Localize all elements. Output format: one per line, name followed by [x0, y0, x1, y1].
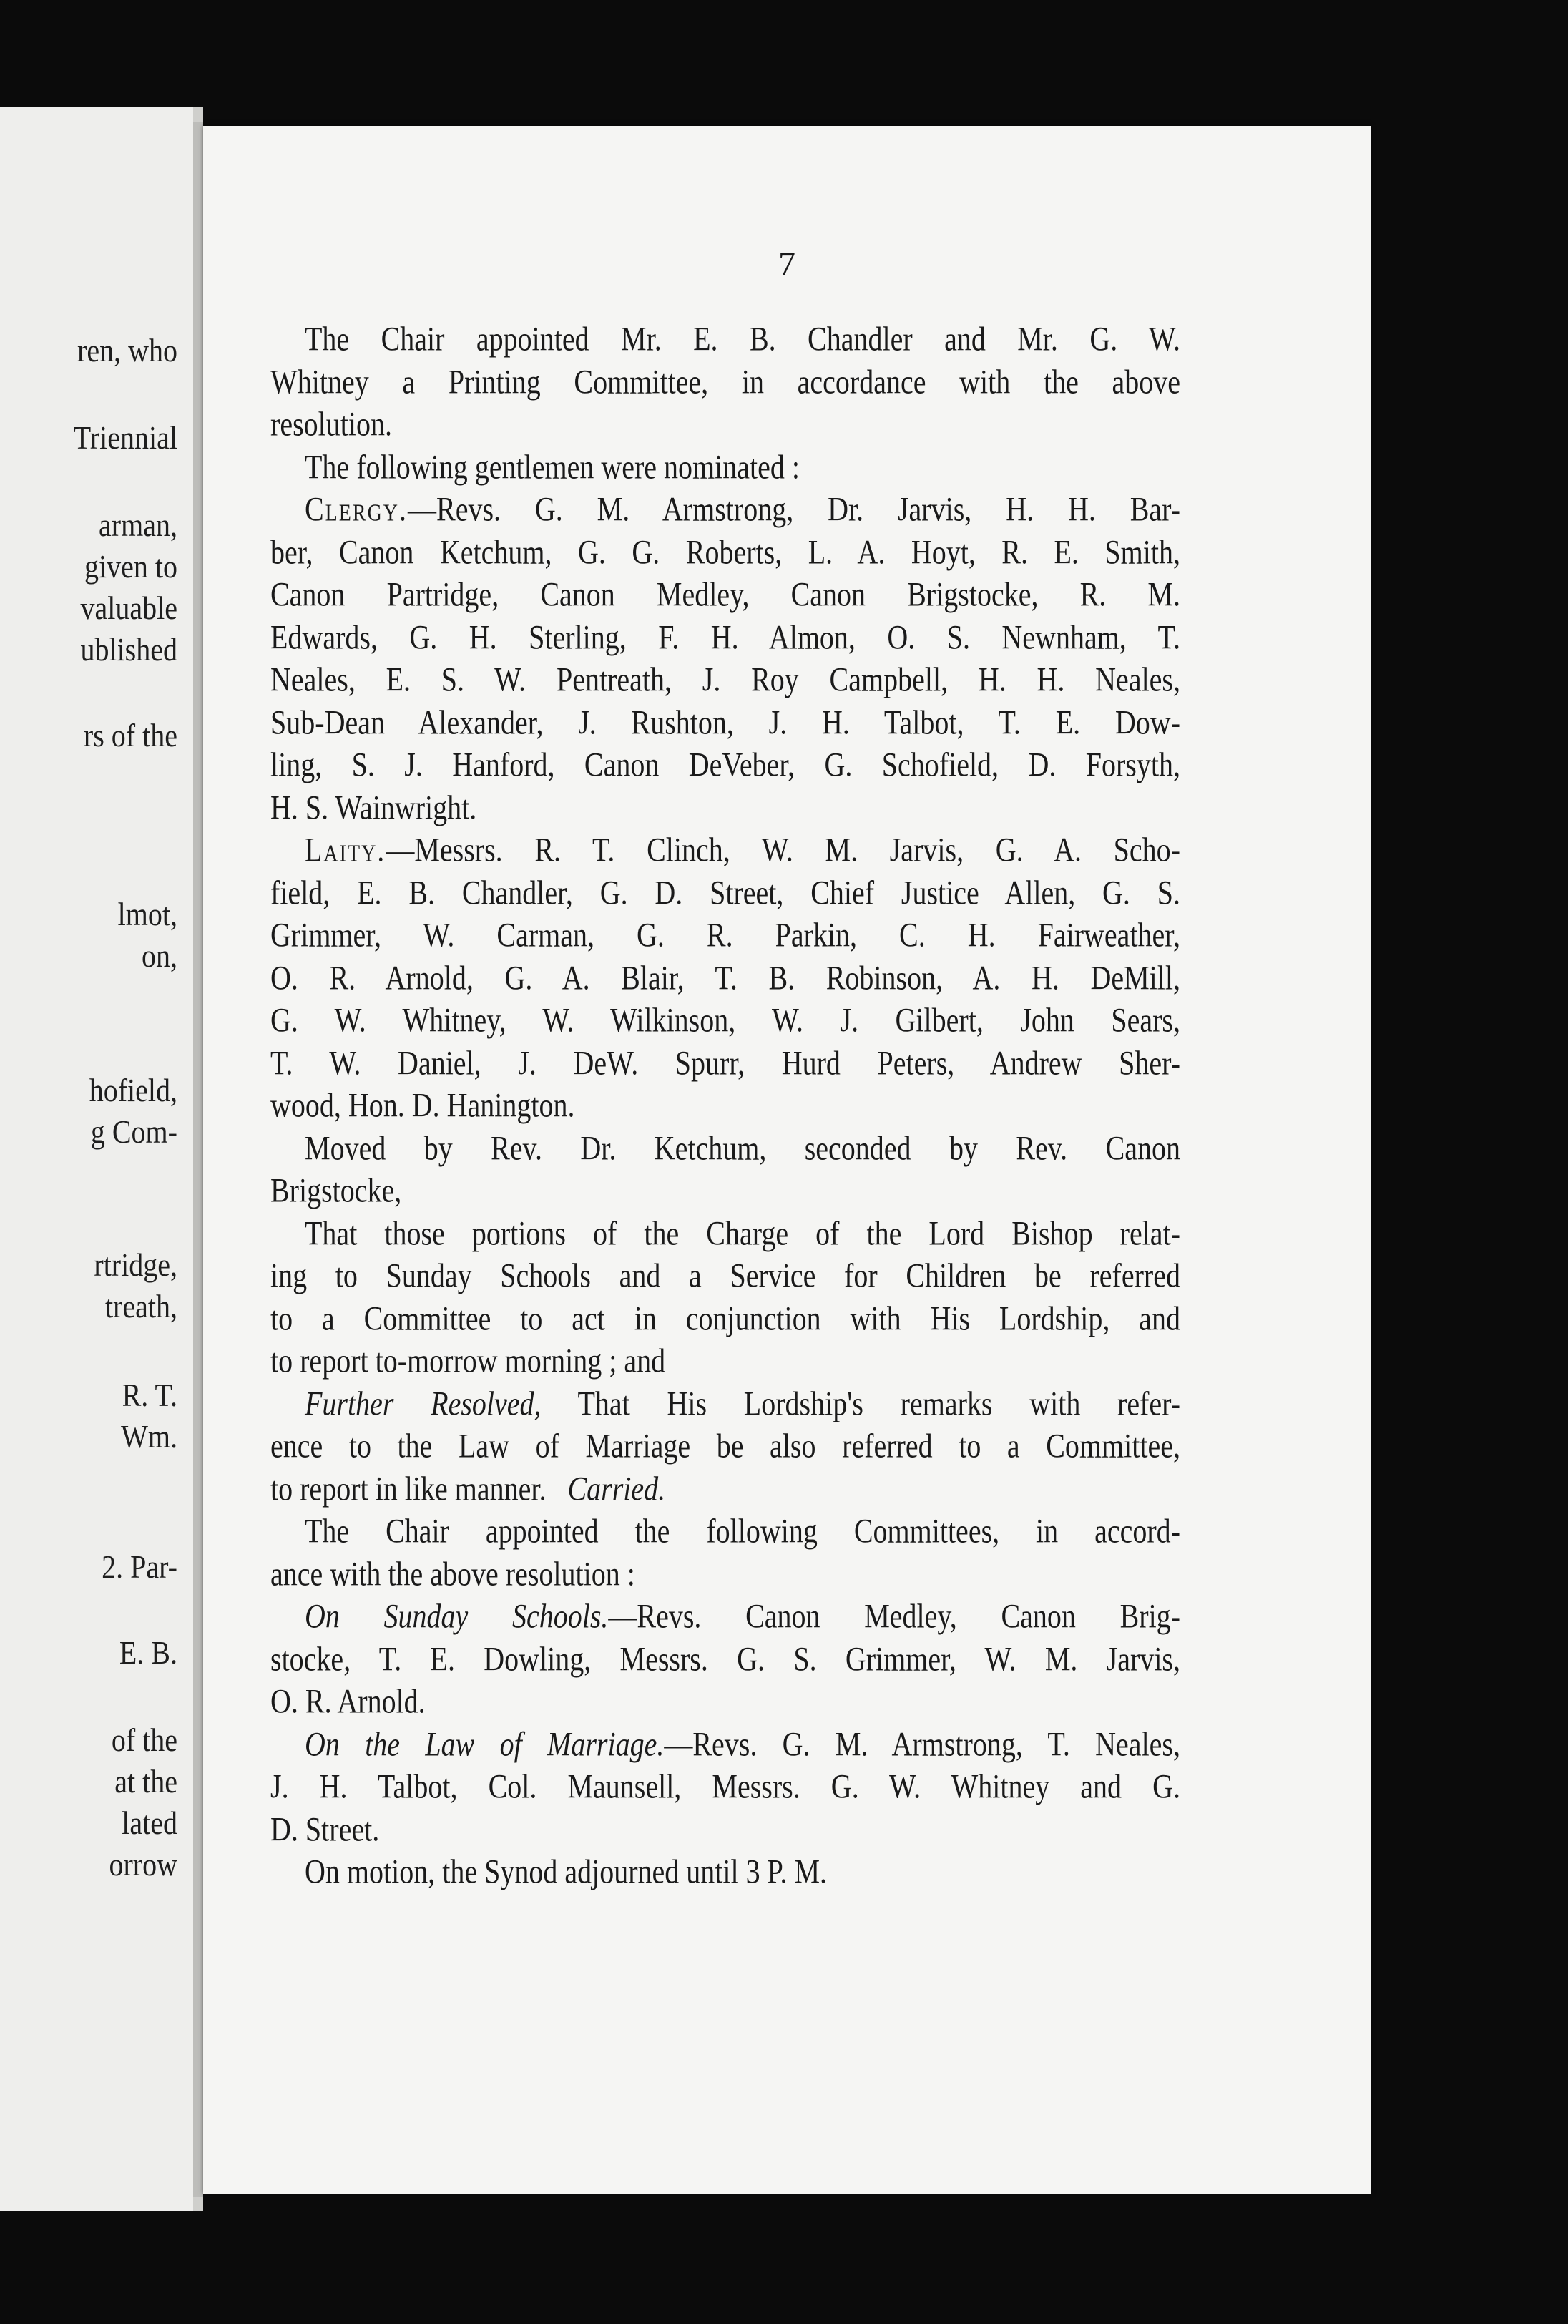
further-resolved-label: Further Resolved,	[305, 1383, 542, 1422]
clergy-heading: Clergy.	[305, 489, 408, 529]
adjourned-line	[270, 1846, 1180, 1897]
text-line: ence to the Law of Marriage be also referred to a Committee,	[270, 1426, 1180, 1465]
marriage-text: —Revs. G. M. Armstrong, T. Neales,	[664, 1724, 1180, 1763]
left-page-fragment: Wm.	[121, 1417, 177, 1455]
left-page-fragment: g Com-	[90, 1113, 177, 1151]
clergy-text: —Revs. G. M. Armstrong, Dr. Jarvis, H. H. Bar-	[408, 489, 1180, 529]
law-of-marriage-label: On the Law of Marriage.	[305, 1724, 665, 1763]
page-number: 7	[778, 245, 795, 283]
left-page-fragment: lmot,	[117, 895, 177, 933]
text-line: T. W. Daniel, J. DeW. Spurr, Hurd Peters, Andrew Sher-	[270, 1043, 1180, 1082]
left-page-fragment: valuable	[80, 589, 177, 627]
left-page-fragment: on,	[142, 937, 177, 975]
text-line: to report to-morrow morning ; and	[270, 1341, 666, 1380]
text-line: Neales, E. S. W. Pentreath, J. Roy Campbell, H. H. Neales,	[270, 660, 1180, 699]
text-line: Canon Partridge, Canon Medley, Canon Brigstocke, R. M.	[270, 575, 1180, 614]
text-line: ber, Canon Ketchum, G. G. Roberts, L. A. Hoyt, R. E. Smith,	[270, 532, 1180, 571]
left-page-edge	[0, 107, 203, 2211]
left-page-fragment: hofield,	[89, 1071, 177, 1109]
left-page-fragment: Triennial	[73, 419, 177, 456]
adjourned-time: P. M.	[767, 1852, 828, 1891]
further-text: That His Lordship's remarks with refer-	[541, 1383, 1181, 1422]
text-line: Moved by Rev. Dr. Ketchum, seconded by Rev. Canon	[305, 1128, 1180, 1167]
text-line: O. R. Arnold, G. A. Blair, T. B. Robinson, A. H. DeMill,	[270, 957, 1180, 997]
text-line: Grimmer, W. Carman, G. R. Parkin, C. H. Fairweather,	[270, 915, 1180, 954]
text-line: That those portions of the Charge of the Lord Bishop relat-	[305, 1213, 1180, 1252]
right-page	[203, 126, 1371, 2194]
carried-label: Carried.	[567, 1468, 666, 1508]
text-line: to a Committee to act in conjunction with His Lordship, and	[270, 1298, 1180, 1337]
text-line: O. R. Arnold.	[270, 1681, 426, 1721]
left-page-fragment: lated	[122, 1804, 177, 1842]
laity-text: —Messrs. R. T. Clinch, W. M. Jarvis, G. A. Scho-	[386, 830, 1180, 869]
left-page-fragment: rs of the	[83, 716, 177, 754]
text-line: Sub-Dean Alexander, J. Rushton, J. H. Talbot, T. E. Dow-	[270, 702, 1180, 741]
left-page-fragment: of the	[111, 1721, 177, 1759]
sunday-text: —Revs. Canon Medley, Canon Brig-	[608, 1596, 1180, 1636]
text-line: The Chair appointed the following Committees, in accord-	[305, 1511, 1180, 1551]
text-line: J. H. Talbot, Col. Maunsell, Messrs. G. W. Whitney and G.	[270, 1767, 1180, 1806]
text-line: ling, S. J. Hanford, Canon DeVeber, G. Schofield, D. Forsyth,	[270, 745, 1180, 784]
text-line: Brigstocke,	[270, 1171, 402, 1210]
text-line: Whitney a Printing Committee, in accordance with the above	[270, 361, 1180, 401]
left-page-fragment: given to	[84, 547, 177, 585]
left-page-fragment: arman,	[99, 506, 177, 544]
sunday-schools-label: On Sunday Schools.	[305, 1596, 609, 1636]
left-page-fragment: 2. Par-	[102, 1548, 177, 1586]
text-line: H. S. Wainwright.	[270, 787, 477, 826]
text-line: G. W. Whitney, W. Wilkinson, W. J. Gilbert, John Sears,	[270, 1000, 1180, 1040]
left-page-fragment: ren, who	[77, 331, 177, 369]
text-line: ing to Sunday Schools and a Service for Children be referred	[270, 1256, 1180, 1295]
page-gutter	[193, 122, 203, 2197]
left-page-fragment: at the	[114, 1762, 177, 1800]
text-line: resolution.	[270, 404, 392, 444]
laity-heading: Laity.	[305, 830, 386, 869]
left-page-fragment: R. T.	[122, 1376, 177, 1414]
text-line: D. Street.	[270, 1809, 380, 1848]
text-line: The Chair appointed Mr. E. B. Chandler and Mr. G. W.	[305, 319, 1180, 358]
text-line: wood, Hon. D. Hanington.	[270, 1085, 575, 1125]
left-page-fragment: orrow	[109, 1845, 177, 1883]
left-page-fragment: treath,	[104, 1287, 177, 1325]
left-page-fragment: ublished	[80, 630, 177, 668]
left-page-fragment: rtridge,	[94, 1246, 177, 1284]
left-page-fragment: E. B.	[119, 1634, 177, 1671]
text-line: stocke, T. E. Dowling, Messrs. G. S. Grimmer, W. M. Jarvis,	[270, 1639, 1180, 1678]
text-line: Edwards, G. H. Sterling, F. H. Almon, O. S. Newnham, T.	[270, 617, 1180, 656]
adjourned-text: On motion, the Synod adjourned until 3	[305, 1852, 760, 1891]
text-line: ance with the above resolution :	[270, 1553, 635, 1593]
text-line: field, E. B. Chandler, G. D. Street, Chief Justice Allen, G. S.	[270, 872, 1180, 912]
text-line: The following gentlemen were nominated :	[305, 446, 800, 486]
further-text: to report in like manner.	[270, 1468, 547, 1508]
page-body	[270, 318, 1180, 1893]
